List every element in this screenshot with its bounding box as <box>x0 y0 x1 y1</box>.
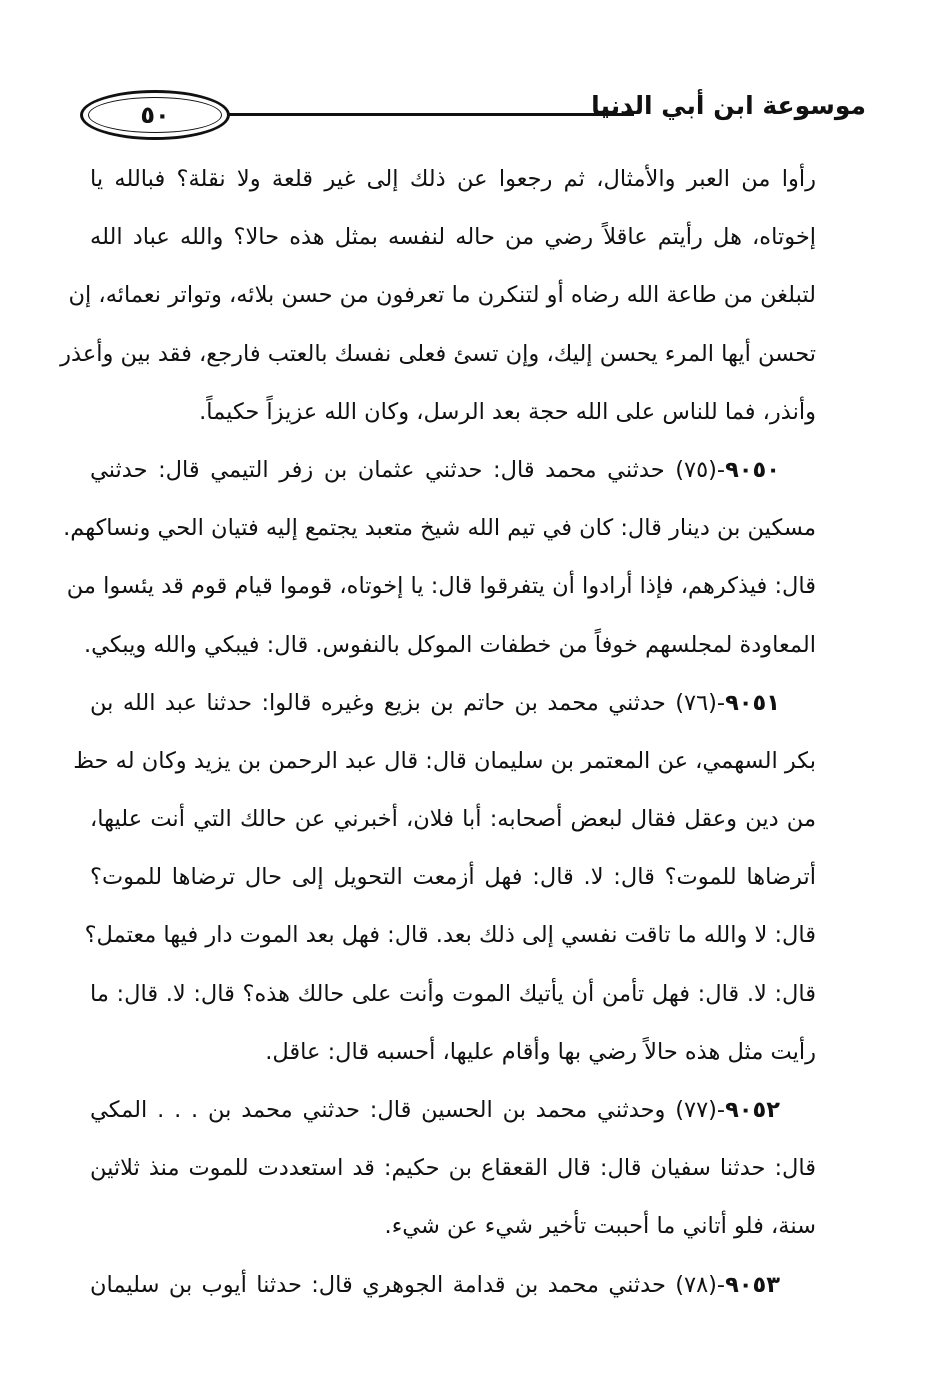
hadith-first-line <box>90 674 816 732</box>
hadith-number: ٩٠٥٠ <box>725 456 780 483</box>
book-title: موسوعة ابن أبي الدنيا <box>591 91 866 120</box>
text-line: قال: حدثنا سفيان قال: قال القعقاع بن حكيم: قد استعددت للموت منذ ثلاثين <box>90 1155 816 1182</box>
text-line: من دين وعقل فقال لبعض أصحابه: أبا فلان، أخبرني عن حالك التي أنت عليها، <box>90 806 816 833</box>
text-line: مسكين بن دينار قال: كان في تيم الله شيخ متعبد يجتمع إليه فتيان الحي ونساكهم. <box>63 515 816 542</box>
text-span: -(٧٦) حدثني محمد بن حاتم بن بزيع وغيره قالوا: حدثنا عبد الله بن <box>90 689 726 716</box>
hadith-number: ٩٠٥٣ <box>725 1271 780 1298</box>
text-line: قال: لا. قال: فهل تأمن أن يأتيك الموت وأنت على حالك هذه؟ قال: لا. قال: ما <box>90 980 816 1007</box>
text-span: -(٧٥) حدثني محمد قال: حدثني عثمان بن زفر التيمي قال: حدثني <box>90 456 726 483</box>
body-text <box>60 150 816 1314</box>
text-line: إخوتاه، هل رأيتم عاقلاً رضي من حاله لنفسه بمثل هذه حالا؟ والله عباد الله <box>90 224 816 251</box>
text-line: المعاودة لمجلسهم خوفاً من خطفات الموكل بالنفوس. قال: فيبكي والله ويبكي. <box>83 631 816 658</box>
text-line: وأنذر، فما للناس على الله حجة بعد الرسل، وكان الله عزيزاً حكيماً. <box>199 398 816 425</box>
text-line: سنة، فلو أتاني ما أحببت تأخير شيء عن شيء. <box>384 1213 816 1240</box>
text-line: رأيت مثل هذه حالاً رضي بها وأقام عليها، أحسبه قال: عاقل. <box>265 1038 816 1065</box>
text-line: لتبلغن من طاعة الله رضاه أو لتنكرن ما تعرفون من حسن بلائه، وتواتر نعمائه، إن <box>68 282 816 309</box>
hadith-first-line <box>90 1256 816 1314</box>
hadith-number: ٩٠٥٢ <box>725 1097 780 1123</box>
text-line: تحسن أيها المرء يحسن إليك، وإن تسئ فعلى نفسك بالعتب فارجع، فقد بين وأعذر <box>60 340 816 367</box>
text-span: -(٧٧) وحدثني محمد بن الحسين قال: حدثني محمد بن . . . المكي <box>90 1097 726 1123</box>
hadith-first-line <box>90 441 816 499</box>
header-rule <box>228 113 634 116</box>
page-number: ٥٠ <box>140 101 170 129</box>
page-header <box>78 82 866 142</box>
text-line: قال: لا والله ما تاقت نفسي إلى ذلك بعد. قال: فهل بعد الموت دار فيها معتمل؟ <box>84 922 816 949</box>
text-line: رأوا من العبر والأمثال، ثم رجعوا عن ذلك إلى غير قلعة ولا نقلة؟ فبالله يا <box>90 166 816 192</box>
text-line: أترضاها للموت؟ قال: لا. قال: فهل أزمعت التحويل إلى حال ترضاها للموت؟ <box>90 864 816 891</box>
text-span: -(٧٨) حدثني محمد بن قدامة الجوهري قال: حدثنا أيوب بن سليمان <box>90 1271 726 1298</box>
text-line: قال: فيذكرهم، فإذا أرادوا أن يتفرقوا قال: يا إخوتاه، قوموا قيام قوم قد يئسوا من <box>66 573 816 600</box>
text-line: بكر السهمي، عن المعتمر بن سليمان قال: قال عبد الرحمن بن يزيد وكان له حظ <box>73 747 816 774</box>
hadith-first-line <box>90 1081 816 1139</box>
page-number-frame <box>80 90 230 140</box>
hadith-number: ٩٠٥١ <box>725 689 780 716</box>
